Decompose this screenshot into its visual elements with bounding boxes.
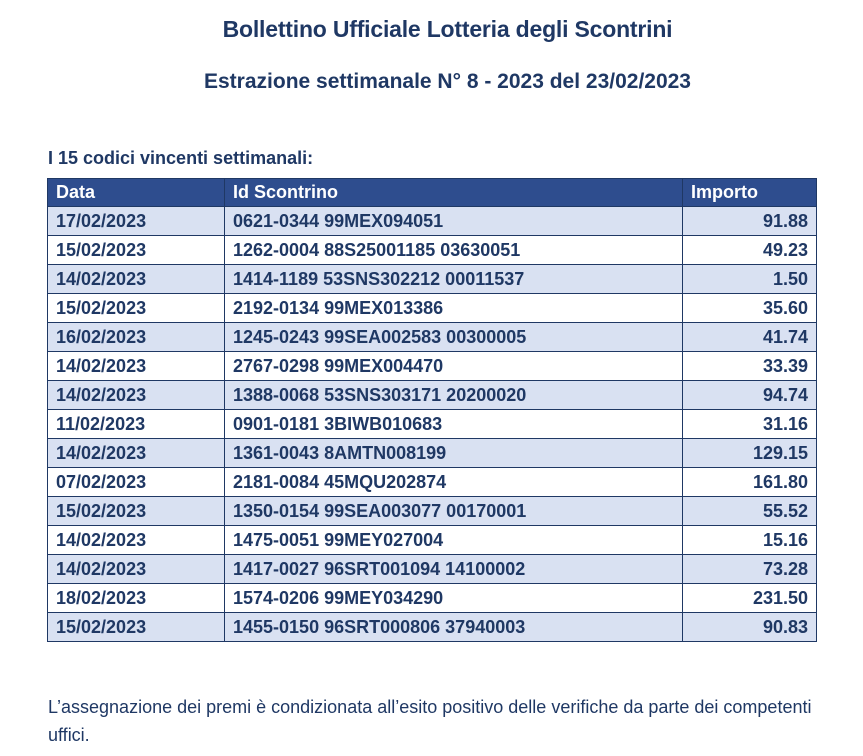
cell-id: 0621-0344 99MEX094051 (225, 207, 683, 236)
cell-date: 16/02/2023 (48, 323, 225, 352)
table-row (48, 294, 817, 323)
table-row (48, 265, 817, 294)
cell-date: 07/02/2023 (48, 468, 225, 497)
cell-id: 1417-0027 96SRT001094 14100002 (225, 555, 683, 584)
cell-date: 14/02/2023 (48, 555, 225, 584)
table-header-row (48, 179, 817, 207)
header-date: Data (48, 179, 225, 207)
cell-date: 18/02/2023 (48, 584, 225, 613)
cell-date: 14/02/2023 (48, 526, 225, 555)
cell-amount: 94.74 (683, 381, 817, 410)
cell-date: 14/02/2023 (48, 381, 225, 410)
cell-date: 14/02/2023 (48, 265, 225, 294)
cell-amount: 73.28 (683, 555, 817, 584)
table-row (48, 410, 817, 439)
cell-id: 1414-1189 53SNS302212 00011537 (225, 265, 683, 294)
cell-amount: 129.15 (683, 439, 817, 468)
cell-id: 2181-0084 45MQU202874 (225, 468, 683, 497)
cell-id: 1455-0150 96SRT000806 37940003 (225, 613, 683, 642)
cell-id: 1574-0206 99MEY034290 (225, 584, 683, 613)
cell-amount: 161.80 (683, 468, 817, 497)
cell-amount: 55.52 (683, 497, 817, 526)
cell-amount: 41.74 (683, 323, 817, 352)
cell-id: 1262-0004 88S25001185 03630051 (225, 236, 683, 265)
table-row (48, 381, 817, 410)
section-label: I 15 codici vincenti settimanali: (48, 148, 314, 168)
cell-amount: 31.16 (683, 410, 817, 439)
cell-amount: 49.23 (683, 236, 817, 265)
cell-date: 17/02/2023 (48, 207, 225, 236)
cell-date: 15/02/2023 (48, 236, 225, 265)
table-row (48, 584, 817, 613)
cell-id: 2192-0134 99MEX013386 (225, 294, 683, 323)
cell-amount: 1.50 (683, 265, 817, 294)
table-body (48, 207, 817, 642)
page-subtitle: Estrazione settimanale N° 8 - 2023 del 23/02/2023 (204, 70, 691, 93)
header-amount: Importo (683, 179, 817, 207)
cell-date: 15/02/2023 (48, 497, 225, 526)
table-row (48, 352, 817, 381)
cell-amount: 231.50 (683, 584, 817, 613)
cell-date: 15/02/2023 (48, 294, 225, 323)
table-row (48, 497, 817, 526)
cell-amount: 90.83 (683, 613, 817, 642)
table-row (48, 613, 817, 642)
table-row (48, 439, 817, 468)
cell-date: 15/02/2023 (48, 613, 225, 642)
table-row (48, 468, 817, 497)
cell-amount: 91.88 (683, 207, 817, 236)
table-row (48, 526, 817, 555)
cell-id: 1350-0154 99SEA003077 00170001 (225, 497, 683, 526)
cell-amount: 33.39 (683, 352, 817, 381)
footnote: L’assegnazione dei premi è condizionata all’esito positivo delle verifiche da parte dei competenti uffici. (48, 697, 812, 745)
cell-date: 14/02/2023 (48, 439, 225, 468)
cell-amount: 35.60 (683, 294, 817, 323)
cell-date: 11/02/2023 (48, 410, 225, 439)
cell-id: 1388-0068 53SNS303171 20200020 (225, 381, 683, 410)
header-id: Id Scontrino (225, 179, 683, 207)
table-row (48, 555, 817, 584)
cell-id: 0901-0181 3BIWB010683 (225, 410, 683, 439)
table-row (48, 236, 817, 265)
cell-id: 1361-0043 8AMTN008199 (225, 439, 683, 468)
cell-date: 14/02/2023 (48, 352, 225, 381)
cell-id: 1245-0243 99SEA002583 00300005 (225, 323, 683, 352)
table-row (48, 323, 817, 352)
table-row (48, 207, 817, 236)
page-title: Bollettino Ufficiale Lotteria degli Scontrini (222, 16, 673, 42)
cell-amount: 15.16 (683, 526, 817, 555)
cell-id: 1475-0051 99MEY027004 (225, 526, 683, 555)
winning-codes-table (47, 178, 817, 642)
cell-id: 2767-0298 99MEX004470 (225, 352, 683, 381)
